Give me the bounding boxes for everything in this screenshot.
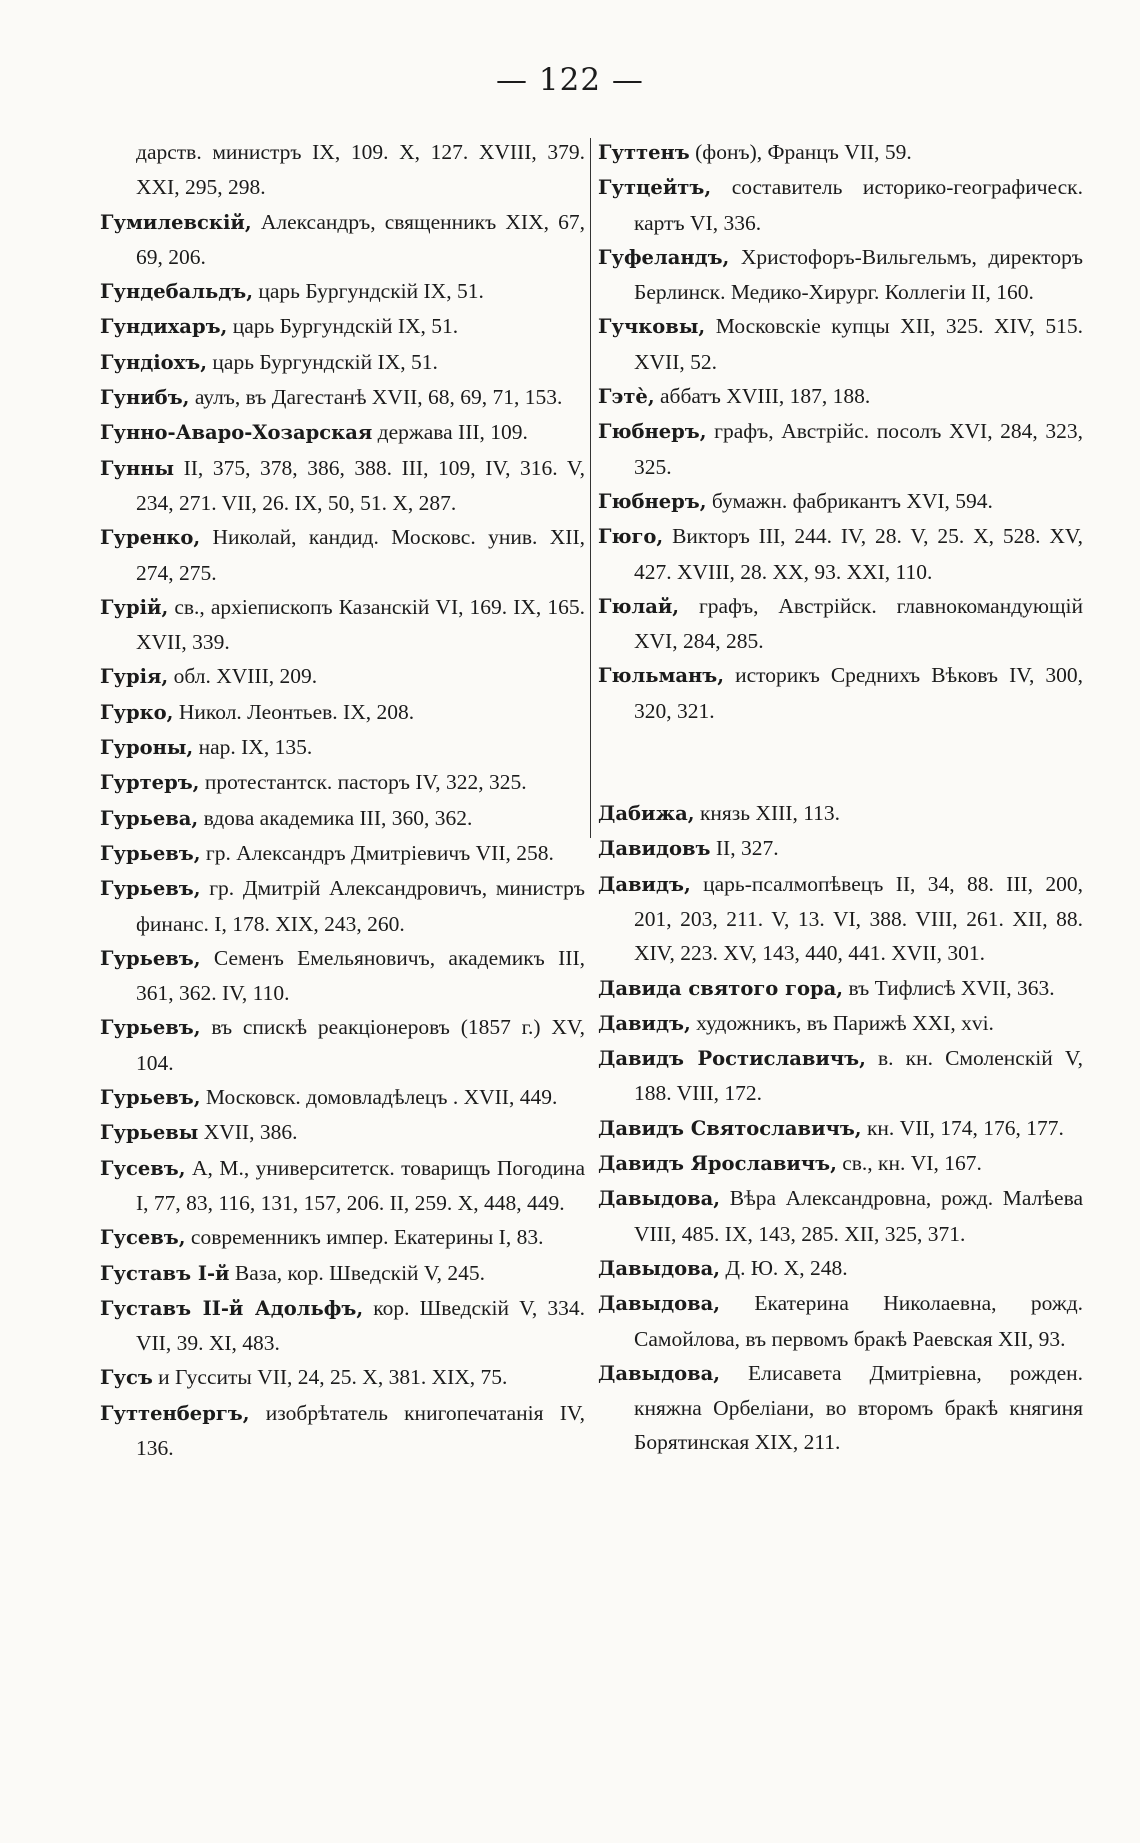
index-entry: Гуртеръ, протестантск. пасторъ IV, 322, 325.	[100, 770, 527, 795]
index-entry: Гундихаръ, царь Бургундскій IX, 51.	[100, 314, 459, 339]
index-entry: Гутцейтъ, составитель историко-географическ. картъ VI, 336.	[598, 175, 1083, 235]
index-entry: Гурія, обл. XVIII, 209.	[100, 664, 318, 689]
index-entry: Гундіохъ, царь Бургундскій IX, 51.	[100, 349, 438, 374]
index-entry: Давыдова, Д. Ю. X, 248.	[598, 1255, 848, 1280]
index-entry: Давыдова, Вѣра Александровна, рожд. Малѣева VIII, 485. IX, 143, 285. XII, 325, 371.	[598, 1186, 1083, 1246]
index-entry: Густавъ II-й Адольфъ, кор. Шведскій V, 334. VII, 39. XI, 483.	[100, 1295, 585, 1356]
index-entry: Гусевъ, современникъ импер. Екатерины I, 83.	[100, 1225, 544, 1250]
page-number: — 122 —	[496, 62, 644, 98]
column-divider	[590, 138, 591, 838]
index-entry: Густавъ I-й Ваза, кор. Шведскій V, 245.	[100, 1260, 486, 1285]
index-entry: Гэтѐ, аббатъ XVIII, 187, 188.	[598, 384, 871, 409]
left-column	[100, 135, 585, 1465]
index-entry: Гюго, Викторъ III, 244. IV, 28. V, 25. X, 528. XV, 427. XVIII, 28. XX, 93. XXI, 110.	[598, 524, 1084, 584]
index-entry: Давидъ, художникъ, въ Парижѣ XXI, xvi.	[598, 1010, 994, 1035]
index-entry: Гюбнеръ, графъ, Австрійс. посолъ XVI, 284, 323, 325.	[598, 419, 1084, 479]
index-entry: Гунны II, 375, 378, 386, 388. III, 109, IV, 316. V, 234, 271. VII, 26. IX, 50, 51. X, 287.	[100, 455, 585, 515]
index-entry: дарств. министръ IX, 109. X, 127. XVIII, 379. XXI, 295, 298.	[136, 140, 585, 200]
index-entry: Давыдова, Екатерина Николаевна, рожд. Самойлова, въ первомъ бракѣ Раевская XII, 93.	[598, 1291, 1084, 1351]
index-entry: Гурьевы XVII, 386.	[100, 1120, 298, 1145]
section-gap	[598, 728, 1083, 796]
index-entry: Гучковы, Московскіе купцы XII, 325. XIV, 515. XVII, 52.	[598, 314, 1084, 374]
index-entry: Гурій, св., архіепископъ Казанскій VI, 169. IX, 165. XVII, 339.	[100, 594, 585, 655]
index-entry: Гуроны, нар. IX, 135.	[100, 735, 313, 760]
right-column	[598, 135, 1083, 1460]
index-entry: Давидъ, царь-псалмопѣвецъ II, 34, 88. III, 200, 201, 203, 211. V, 13. VI, 388. VIII, 261. XII, 88. XIV, 223. XV, 143, 440, 441. XVII, 301.	[598, 871, 1084, 966]
index-entry: Дабижа, князь XIII, 113.	[598, 801, 841, 826]
index-entry: Гурьевъ, Семенъ Емельяновичъ, академикъ III, 361, 362. IV, 110.	[100, 945, 586, 1006]
index-entry: Гурьевъ, гр. Дмитрій Александровичъ, министръ финанс. I, 178. XIX, 243, 260.	[100, 876, 586, 936]
index-entry: Давидъ Святославичъ, кн. VII, 174, 176, 177.	[598, 1115, 1064, 1140]
index-entry: Гюлай, графъ, Австрійск. главнокомандующій XVI, 284, 285.	[598, 593, 1083, 654]
index-entry: Гюльманъ, историкъ Среднихъ Вѣковъ IV, 300, 320, 321.	[598, 663, 1083, 723]
index-entry: Гунибъ, аулъ, въ Дагестанѣ XVII, 68, 69, 71, 153.	[100, 385, 563, 410]
index-entry: Давидъ Ярославичъ, св., кн. VI, 167.	[598, 1151, 982, 1176]
index-entry: Гундебальдъ, царь Бургундскій IX, 51.	[100, 279, 484, 304]
index-entry: Гумилевскій, Александръ, священникъ XIX, 67, 69, 206.	[100, 209, 586, 269]
index-entry: Гюбнеръ, бумажн. фабрикантъ XVI, 594.	[598, 488, 993, 513]
index-entry: Гунно-Аваро-Хозарская держава III, 109.	[100, 420, 528, 445]
index-entry: Гусевъ, А, М., университетск. товарищъ Погодина I, 77, 83, 116, 131, 157, 206. II, 259. X, 448, 449.	[100, 1155, 586, 1215]
index-entry: Гуттенбергъ, изобрѣтатель книгопечатанія IV, 136.	[100, 1400, 586, 1460]
index-entry: Гусъ и Гусситы VII, 24, 25. X, 381. XIX, 75.	[100, 1365, 508, 1390]
index-entry: Гурьевъ, въ спискѣ реакціонеровъ (1857 г.) XV, 104.	[100, 1015, 586, 1075]
index-entry: Гуренко, Николай, кандид. Московс. унив. XII, 274, 275.	[100, 525, 585, 585]
index-entry: Гурьевъ, Московск. домовладѣлецъ . XVII, 449.	[100, 1085, 558, 1110]
index-entry: Гуттенъ (фонъ), Францъ VII, 59.	[598, 140, 912, 164]
index-entry: Давида святого гора, въ Тифлисѣ XVII, 363.	[598, 975, 1055, 1000]
index-entry: Гурьевъ, гр. Александръ Дмитріевичъ VII, 258.	[100, 840, 554, 865]
index-entry: Давидовъ II, 327.	[598, 836, 779, 861]
index-entry: Гуфеландъ, Христофоръ-Вильгельмъ, директоръ Берлинск. Медико-Хирург. Коллегіи II, 160.	[598, 244, 1083, 305]
index-entry: Давидъ Ростиславичъ, в. кн. Смоленскій V, 188. VIII, 172.	[598, 1046, 1083, 1106]
index-entry: Гурьева, вдова академика III, 360, 362.	[100, 805, 473, 830]
index-entry: Давыдова, Елисавета Дмитріевна, рожден. княжна Орбеліани, во второмъ бракѣ княгиня Борятинская XIX, 211.	[598, 1360, 1083, 1455]
index-entry: Гурко, Никол. Леонтьев. IX, 208.	[100, 699, 415, 724]
